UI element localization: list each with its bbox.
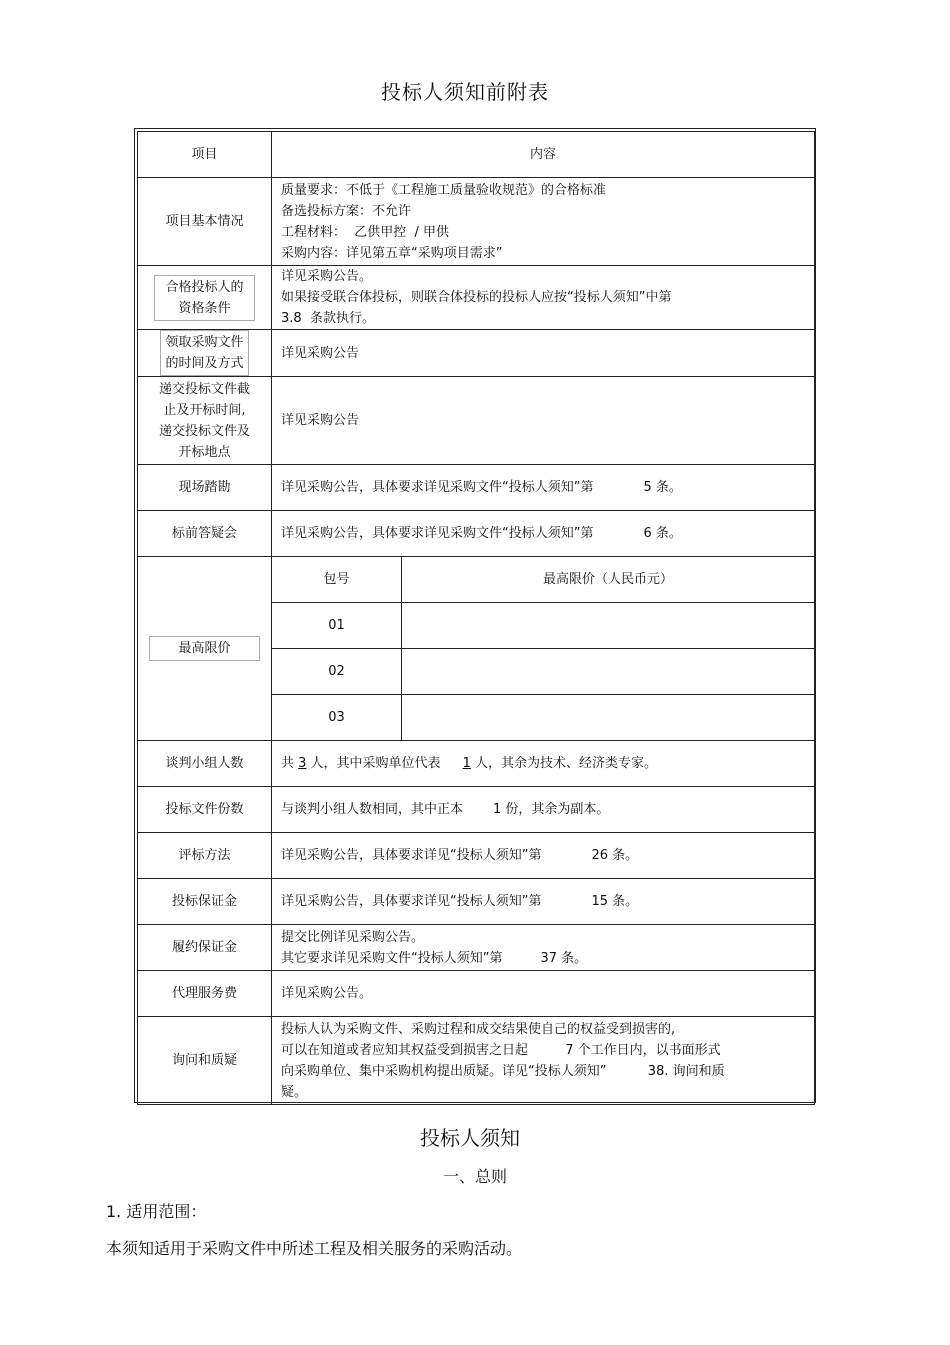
page-title: 投标人须知前附表 bbox=[381, 80, 549, 104]
copies-count: 1 份，其余为副本。 bbox=[493, 802, 610, 817]
basic-line: 工程材料： 乙供甲控 / 甲供 bbox=[281, 224, 450, 240]
maxprice-price bbox=[402, 695, 815, 741]
inquiry-line: 投标人认为采购文件、采购过程和成交结果使自己的权益受到损害的, bbox=[281, 1021, 676, 1037]
row-fee bbox=[138, 971, 815, 1017]
row-prebid bbox=[138, 511, 815, 557]
prebid-clause: 6 条。 bbox=[643, 526, 682, 541]
inquiry-line: 疑。 bbox=[281, 1084, 308, 1100]
maxprice-col-price: 最高限价（人民币元） bbox=[402, 557, 815, 603]
prebid-text: 详见采购公告，具体要求详见采购文件“投标人须知”第 bbox=[281, 526, 594, 541]
basic-line: 采购内容：详见第五章“采购项目需求” bbox=[281, 245, 503, 261]
panel-total: 3 bbox=[298, 756, 307, 771]
maxprice-col-pkg: 包号 bbox=[272, 557, 402, 603]
content-obtain: 详见采购公告 bbox=[272, 330, 815, 377]
row-qualify bbox=[138, 266, 815, 330]
maxprice-pkg: 02 bbox=[272, 649, 402, 695]
inquiry-line: 可以在知道或者应知其权益受到损害之日起 7 个工作日内，以书面形式 bbox=[281, 1042, 721, 1058]
content-qualify bbox=[272, 266, 815, 330]
panel-text: 共 bbox=[281, 756, 299, 771]
content-copies bbox=[272, 787, 815, 833]
content-method bbox=[272, 833, 815, 879]
perf-clause: 37 条。 bbox=[540, 950, 588, 966]
label-line: 的时间及方式 bbox=[165, 356, 244, 371]
content-basic bbox=[272, 178, 815, 266]
notice-title: 投标人须知 bbox=[420, 1126, 520, 1150]
label-deposit: 投标保证金 bbox=[138, 879, 272, 925]
panel-buyer-count: 1 bbox=[462, 756, 471, 771]
bid-notice-table bbox=[137, 131, 815, 1105]
label-inquiry: 询问和质疑 bbox=[138, 1017, 272, 1105]
row-panel bbox=[138, 741, 815, 787]
label-line: 递交投标文件及 bbox=[158, 423, 250, 439]
maxprice-pkg: 01 bbox=[272, 603, 402, 649]
content-prebid bbox=[272, 511, 815, 557]
label-qualify-box bbox=[154, 275, 254, 321]
basic-line: 质量要求：不低于《工程施工质量验收规范》的合格标准 bbox=[281, 182, 607, 198]
paragraph-scope-heading: 1. 适用范围： bbox=[106, 1202, 207, 1221]
label-qualify bbox=[138, 266, 272, 330]
qualify-line: 如果接受联合体投标，则联合体投标的投标人应按“投标人须知”中第 bbox=[281, 290, 672, 305]
row-submit bbox=[138, 377, 815, 465]
table-header-row bbox=[138, 132, 815, 178]
label-line: 合格投标人的 bbox=[165, 279, 244, 295]
row-obtain bbox=[138, 330, 815, 377]
row-copies bbox=[138, 787, 815, 833]
label-line: 资格条件 bbox=[178, 300, 231, 316]
content-submit: 详见采购公告 bbox=[272, 377, 815, 465]
label-fee: 代理服务费 bbox=[138, 971, 272, 1017]
label-panel: 谈判小组人数 bbox=[138, 741, 272, 787]
row-method bbox=[138, 833, 815, 879]
label-prebid: 标前答疑会 bbox=[138, 511, 272, 557]
content-inquiry bbox=[272, 1017, 815, 1105]
method-clause: 26 条。 bbox=[591, 848, 639, 863]
content-site bbox=[272, 465, 815, 511]
label-line: 开标地点 bbox=[178, 444, 231, 460]
perf-line bbox=[281, 948, 814, 969]
deposit-clause: 15 条。 bbox=[591, 894, 639, 909]
maxprice-pkg: 03 bbox=[272, 695, 402, 741]
inquiry-line: 向采购单位、集中采购机构提出质疑。详见“投标人须知” 38. 询问和质 bbox=[281, 1063, 725, 1079]
row-inquiry bbox=[138, 1017, 815, 1105]
perf-line: 提交比例详见采购公告。 bbox=[281, 929, 425, 945]
content-fee: 详见采购公告。 bbox=[272, 971, 815, 1017]
label-line: 领取采购文件 bbox=[165, 335, 244, 350]
row-maxprice-header bbox=[138, 557, 815, 603]
qualify-line: 详见采购公告。 bbox=[281, 269, 373, 284]
site-text: 详见采购公告，具体要求详见采购文件“投标人须知”第 bbox=[281, 480, 594, 495]
label-maxprice bbox=[138, 557, 272, 741]
panel-text: 人，其余为技术、经济类专家。 bbox=[470, 756, 657, 771]
label-maxprice-box: 最高限价 bbox=[149, 636, 259, 661]
perf-text: 其它要求详见采购文件“投标人须知”第 bbox=[281, 950, 503, 966]
label-method: 评标方法 bbox=[138, 833, 272, 879]
label-copies: 投标文件份数 bbox=[138, 787, 272, 833]
content-perf bbox=[272, 925, 815, 971]
maxprice-price bbox=[402, 603, 815, 649]
label-site: 现场踏勘 bbox=[138, 465, 272, 511]
row-perf bbox=[138, 925, 815, 971]
site-clause: 5 条。 bbox=[643, 480, 682, 495]
basic-line: 备选投标方案：不允许 bbox=[281, 203, 412, 219]
maxprice-price bbox=[402, 649, 815, 695]
label-obtain-box bbox=[160, 330, 248, 376]
qualify-line: 3.8 条款执行。 bbox=[281, 311, 375, 326]
header-content: 内容 bbox=[272, 132, 815, 178]
label-line: 止及开标时间, bbox=[163, 402, 246, 418]
panel-text: 人，其中采购单位代表 bbox=[306, 756, 441, 771]
section-heading: 一、总则 bbox=[442, 1167, 507, 1186]
method-text: 详见采购公告，具体要求详见“投标人须知”第 bbox=[281, 848, 542, 863]
label-basic: 项目基本情况 bbox=[138, 178, 272, 266]
content-deposit bbox=[272, 879, 815, 925]
row-deposit bbox=[138, 879, 815, 925]
label-perf: 履约保证金 bbox=[138, 925, 272, 971]
row-basic bbox=[138, 178, 815, 266]
label-submit bbox=[138, 377, 272, 465]
content-panel bbox=[272, 741, 815, 787]
header-item: 项目 bbox=[138, 132, 272, 178]
row-site bbox=[138, 465, 815, 511]
label-obtain bbox=[138, 330, 272, 377]
label-line: 递交投标文件截 bbox=[158, 381, 250, 397]
deposit-text: 详见采购公告，具体要求详见“投标人须知”第 bbox=[281, 894, 542, 909]
copies-text: 与谈判小组人数相同，其中正本 bbox=[281, 802, 464, 817]
paragraph-scope-text: 本须知适用于采购文件中所述工程及相关服务的采购活动。 bbox=[106, 1239, 523, 1258]
